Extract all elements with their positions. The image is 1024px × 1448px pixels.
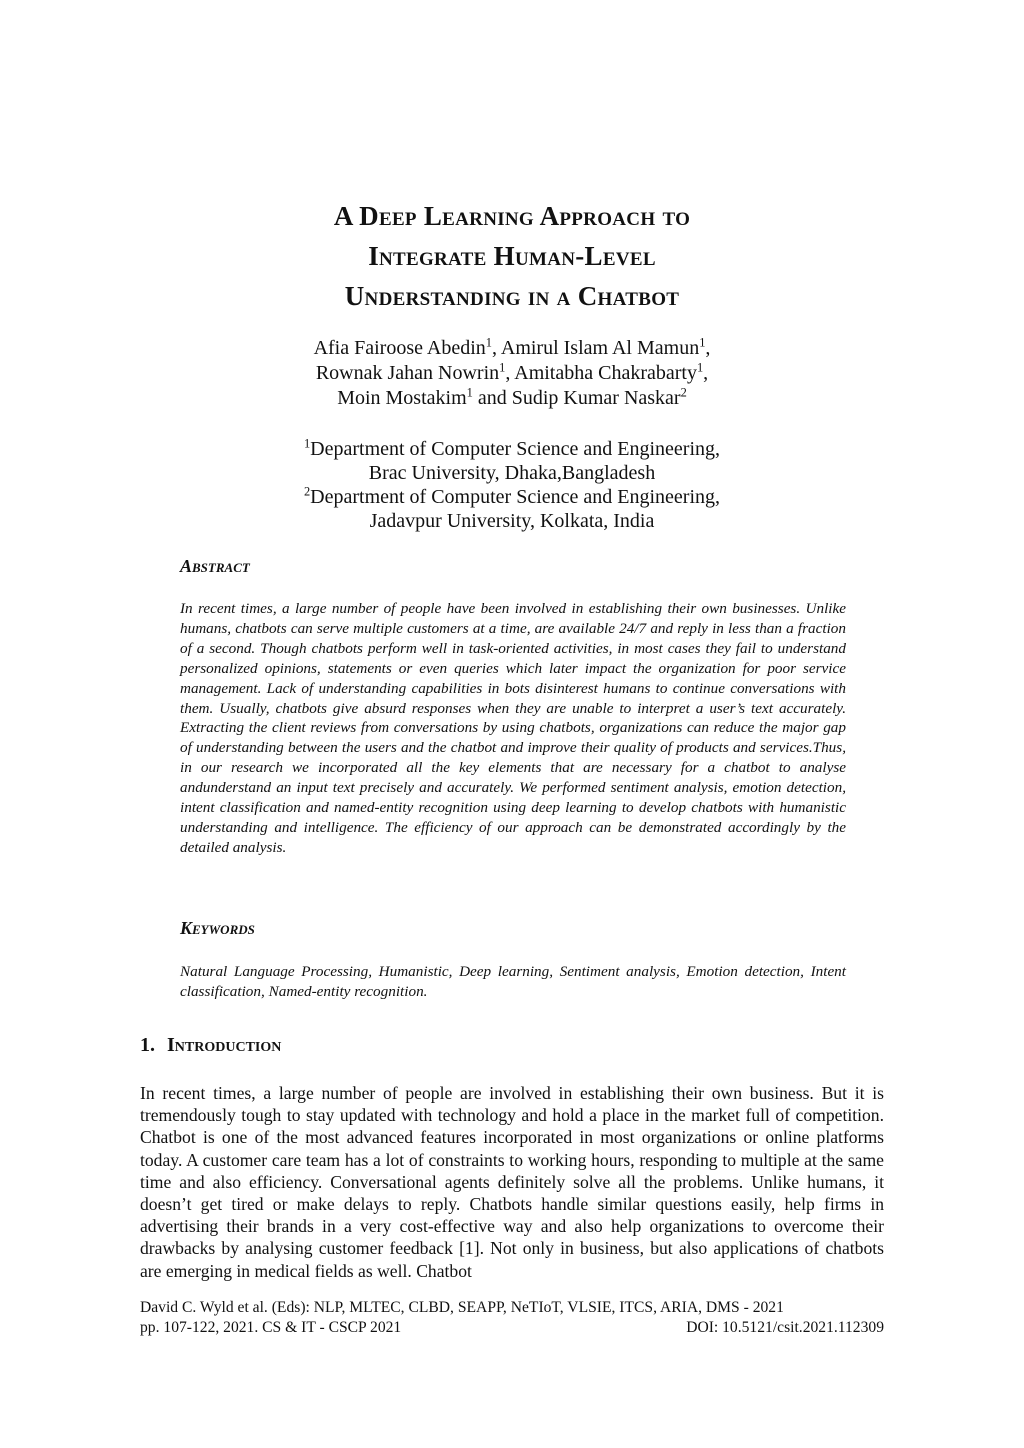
author-affil-mark: 1 — [696, 360, 704, 375]
page-footer — [140, 1298, 884, 1338]
introduction-text: In recent times, a large number of people are involved in establishing their own business. But it is tremendously tough to stay updated with technology and hold a place in the market full of competition. Chatbot is one of the most advanced features incorporated in most organizations or online platforms today. A customer care team has a lot of constraints to working hours, responding to multiple at the same time and also efficiency. Conversational agents definitely solve all the problems. Unlike humans, it doesn’t get tired or make delays to reply. Chatbots handle similar questions easily, help firms in advertising their brands in a very cost-effective way and also help organizations to overcome their drawbacks by analysing customer feedback [1]. Not only in business, but also applications of chatbots are emerging in medical fields as well. Chatbot — [140, 1083, 884, 1281]
affiliations — [150, 437, 874, 533]
footer-proceedings: David C. Wyld et al. (Eds): NLP, MLTEC, CLBD, SEAPP, NeTIoT, VLSIE, ITCS, ARIA, DMS - 2021 — [140, 1299, 784, 1316]
abstract-text: In recent times, a large number of people have been involved in establishing their own businesses. Unlike humans, chatbots can serve multiple customers at a time, are available 24/7 and reply in less than a fraction of a second. Though chatbots perform well in task-oriented activities, in most cases they fail to understand personalized opinions, statements or even queries which later impact the organization for poor service management. Lack of understanding capabilities in bots disinterest humans to continue conversations with them. Usually, chatbots give absurd responses when they are unable to interpret a user’s text accurately. Extracting the client reviews from conversations by using chatbots, organizations can reduce the major gap of understanding between the users and the chatbot and improve their quality of products and services.Thus, in our research we incorporated all the key elements that are necessary for a chatbot to analyse andunderstand an input text precisely and accurately. We performed sentiment analysis, emotion detection, intent classification and named-entity recognition using deep learning to develop chatbots with humanistic understanding and intelligence. The efficiency of our approach can be demonstrated accordingly by the detailed analysis. — [180, 600, 846, 856]
author-list — [150, 336, 874, 411]
author-name: Sudip Kumar Naskar — [511, 387, 681, 409]
affiliation-2-place: Jadavpur University, Kolkata, India — [369, 510, 655, 532]
footer-doi: DOI: 10.5121/csit.2021.112309 — [686, 1319, 884, 1336]
title-line-2: Integrate Human-Level — [368, 241, 656, 271]
section-title: Introduction — [167, 1034, 282, 1056]
author-line-3 — [150, 386, 874, 411]
affiliation-mark: 1 — [303, 436, 311, 451]
author-line-2: Rownak Jahan Nowrin$^1$, Amitabha Chakrabarty$^1$, — [315, 360, 709, 384]
author-name: Moin Mostakim — [337, 387, 467, 409]
section-number: 1. — [140, 1034, 155, 1056]
author-affil-mark: 1 — [499, 360, 506, 375]
affiliation-mark: 2 — [303, 484, 311, 499]
keywords-text: Natural Language Processing, Humanistic, Deep learning, Sentiment analysis, Emotion detection, Intent classification, Named-entity recognition. — [180, 963, 846, 1000]
author-affil-mark: 1 — [485, 335, 492, 350]
affiliation-2-dept: $^2$Department of Computer Science and Engineering, — [303, 484, 721, 508]
author-name: Afia Fairoose Abedin — [313, 337, 486, 359]
title-line-1: A Deep Learning Approach to — [333, 201, 691, 231]
author-affil-mark: 2 — [680, 385, 687, 400]
introduction-heading — [140, 1034, 281, 1057]
author-line-1: Afia Fairoose Abedin$^1$, Amirul Islam Al Mamun$^1$, — [313, 335, 711, 359]
affiliation-1-dept: $^1$Department of Computer Science and Engineering, — [303, 436, 721, 460]
affiliation-1-place: Brac University, Dhaka,Bangladesh — [368, 462, 656, 484]
author-affil-mark: 1 — [466, 385, 473, 400]
abstract-heading: Abstract — [180, 556, 250, 576]
author-name: Rownak Jahan Nowrin — [315, 362, 500, 384]
title-line-3: Understanding in a Chatbot — [344, 281, 680, 311]
author-affil-mark: 1 — [699, 335, 706, 350]
author-name: Amirul Islam Al Mamun — [500, 337, 700, 359]
footer-pages: pp. 107-122, 2021. CS & IT - CSCP 2021 — [140, 1319, 402, 1336]
author-name: Amitabha Chakrabarty — [514, 362, 697, 384]
paper-title — [150, 196, 874, 316]
keywords-heading: Keywords — [180, 918, 255, 938]
author-conjunction: and — [477, 387, 507, 409]
footer-row — [140, 1318, 884, 1338]
